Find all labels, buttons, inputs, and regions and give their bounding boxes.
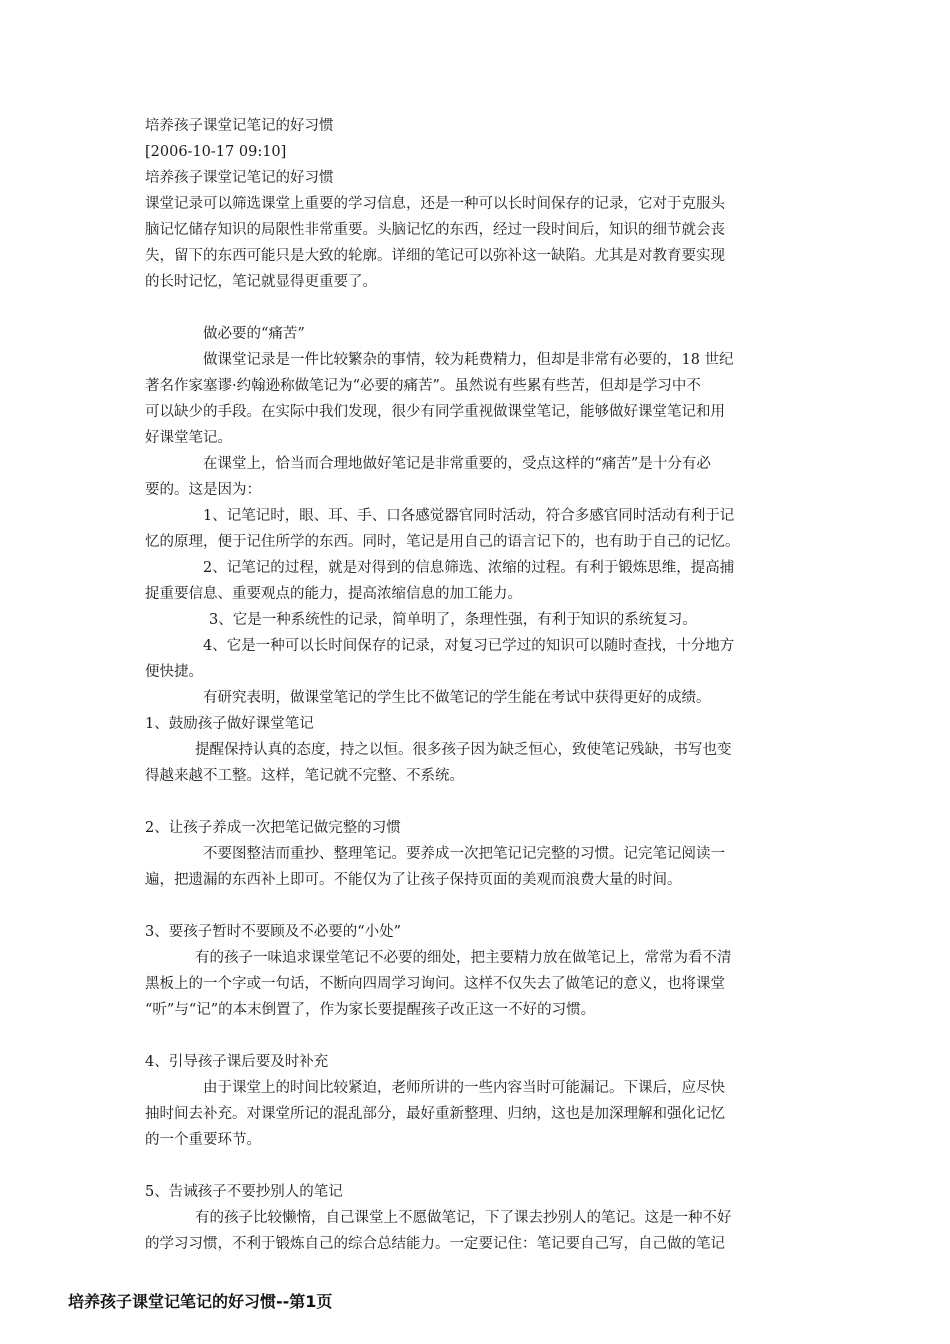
page-footer: 培养孩子课堂记笔记的好习惯--第1页 xyxy=(68,1292,333,1311)
text-line: 课堂记录可以筛选课堂上重要的学习信息，还是一种可以长时间保存的记录，它对于克服头 xyxy=(145,196,725,212)
text-line: 3、它是一种系统性的记录，简单明了，条理性强，有利于知识的系统复习。 xyxy=(209,612,697,628)
text-line: 好课堂笔记。 xyxy=(145,430,232,446)
text-line: 1、记笔记时，眼、耳、手、口各感觉器官同时活动，符合多感官同时活动有利于记 xyxy=(203,508,735,524)
paragraph-spacer xyxy=(145,1153,810,1179)
paragraph-spacer xyxy=(145,893,810,919)
text-line: 著名作家塞谬·约翰逊称做笔记为“必要的痛苦”。虽然说有些累有些苦，但却是学习中不 xyxy=(145,378,701,394)
article-body xyxy=(145,113,810,1257)
text-line: 有研究表明，做课堂笔记的学生比不做笔记的学生能在考试中获得更好的成绩。 xyxy=(203,690,711,706)
text-line: 要的。这是因为： xyxy=(145,482,261,498)
text-line: 忆的原理，便于记住所学的东西。同时，笔记是用自己的语言记下的，也有助于自己的记忆。 xyxy=(145,534,740,550)
text-line: 黑板上的一个字或一句话，不断向四周学习询问。这样不仅失去了做笔记的意义，也将课堂 xyxy=(145,976,725,992)
text-line: 4、引导孩子课后要及时补充 xyxy=(145,1054,329,1070)
text-line: 失，留下的东西可能只是大致的轮廓。详细的笔记可以弥补这一缺陷。尤其是对教育要实现 xyxy=(145,248,725,264)
text-line: 可以缺少的手段。在实际中我们发现，很少有同学重视做课堂笔记，能够做好课堂笔记和用 xyxy=(145,404,725,420)
paragraph-spacer xyxy=(145,789,810,815)
text-line: 脑记忆储存知识的局限性非常重要。头脑记忆的东西，经过一段时间后，知识的细节就会丧 xyxy=(145,222,725,238)
text-line: 做必要的“痛苦” xyxy=(203,326,305,342)
text-line: 有的孩子一味追求课堂笔记不必要的细处，把主要精力放在做笔记上，常常为看不清 xyxy=(195,950,732,966)
text-line: 的学习习惯，不利于锻炼自己的综合总结能力。一定要记住：笔记要自己写，自己做的笔记 xyxy=(145,1236,725,1252)
text-line: 3、要孩子暂时不要顾及不必要的“小处” xyxy=(145,924,402,940)
text-line: “听”与“记”的本末倒置了，作为家长要提醒孩子改正这一不好的习惯。 xyxy=(145,1002,596,1018)
text-line: [2006-10-17 09:10] xyxy=(145,144,287,160)
text-line: 的长时记忆，笔记就显得更重要了。 xyxy=(145,274,377,290)
text-line: 提醒保持认真的态度，持之以恒。很多孩子因为缺乏恒心，致使笔记残缺，书写也变 xyxy=(195,742,732,758)
text-line: 抽时间去补充。对课堂所记的混乱部分，最好重新整理、归纳，这也是加深理解和强化记忆 xyxy=(145,1106,725,1122)
text-line: 不要图整洁而重抄、整理笔记。要养成一次把笔记记完整的习惯。记完笔记阅读一 xyxy=(203,846,725,862)
text-line: 培养孩子课堂记笔记的好习惯 xyxy=(145,118,334,134)
text-line: 2、记笔记的过程，就是对得到的信息筛选、浓缩的过程。有利于锻炼思维，提高捕 xyxy=(203,560,735,576)
paragraph-spacer xyxy=(145,1023,810,1049)
text-line: 培养孩子课堂记笔记的好习惯 xyxy=(145,170,334,186)
text-line: 4、它是一种可以长时间保存的记录，对复习已学过的知识可以随时查找，十分地方 xyxy=(203,638,735,654)
text-line: 便快捷。 xyxy=(145,664,203,680)
text-line: 得越来越不工整。这样，笔记就不完整、不系统。 xyxy=(145,768,464,784)
text-line: 在课堂上，恰当而合理地做好笔记是非常重要的，受点这样的“痛苦”是十分有必 xyxy=(203,456,711,472)
text-line: 2、让孩子养成一次把笔记做完整的习惯 xyxy=(145,820,401,836)
text-line: 的一个重要环节。 xyxy=(145,1132,261,1148)
text-line: 5、告诫孩子不要抄别人的笔记 xyxy=(145,1184,343,1200)
paragraph-spacer xyxy=(145,295,810,321)
text-line: 由于课堂上的时间比较紧迫，老师所讲的一些内容当时可能漏记。下课后，应尽快 xyxy=(203,1080,725,1096)
text-line: 有的孩子比较懒惰，自己课堂上不愿做笔记，下了课去抄别人的笔记。这是一种不好 xyxy=(195,1210,732,1226)
text-line: 做课堂记录是一件比较繁杂的事情，较为耗费精力，但却是非常有必要的，18 世纪 xyxy=(203,352,734,368)
text-line: 1、鼓励孩子做好课堂笔记 xyxy=(145,716,314,732)
text-line: 遍，把遗漏的东西补上即可。不能仅为了让孩子保持页面的美观而浪费大量的时间。 xyxy=(145,872,682,888)
text-line: 捉重要信息、重要观点的能力，提高浓缩信息的加工能力。 xyxy=(145,586,522,602)
